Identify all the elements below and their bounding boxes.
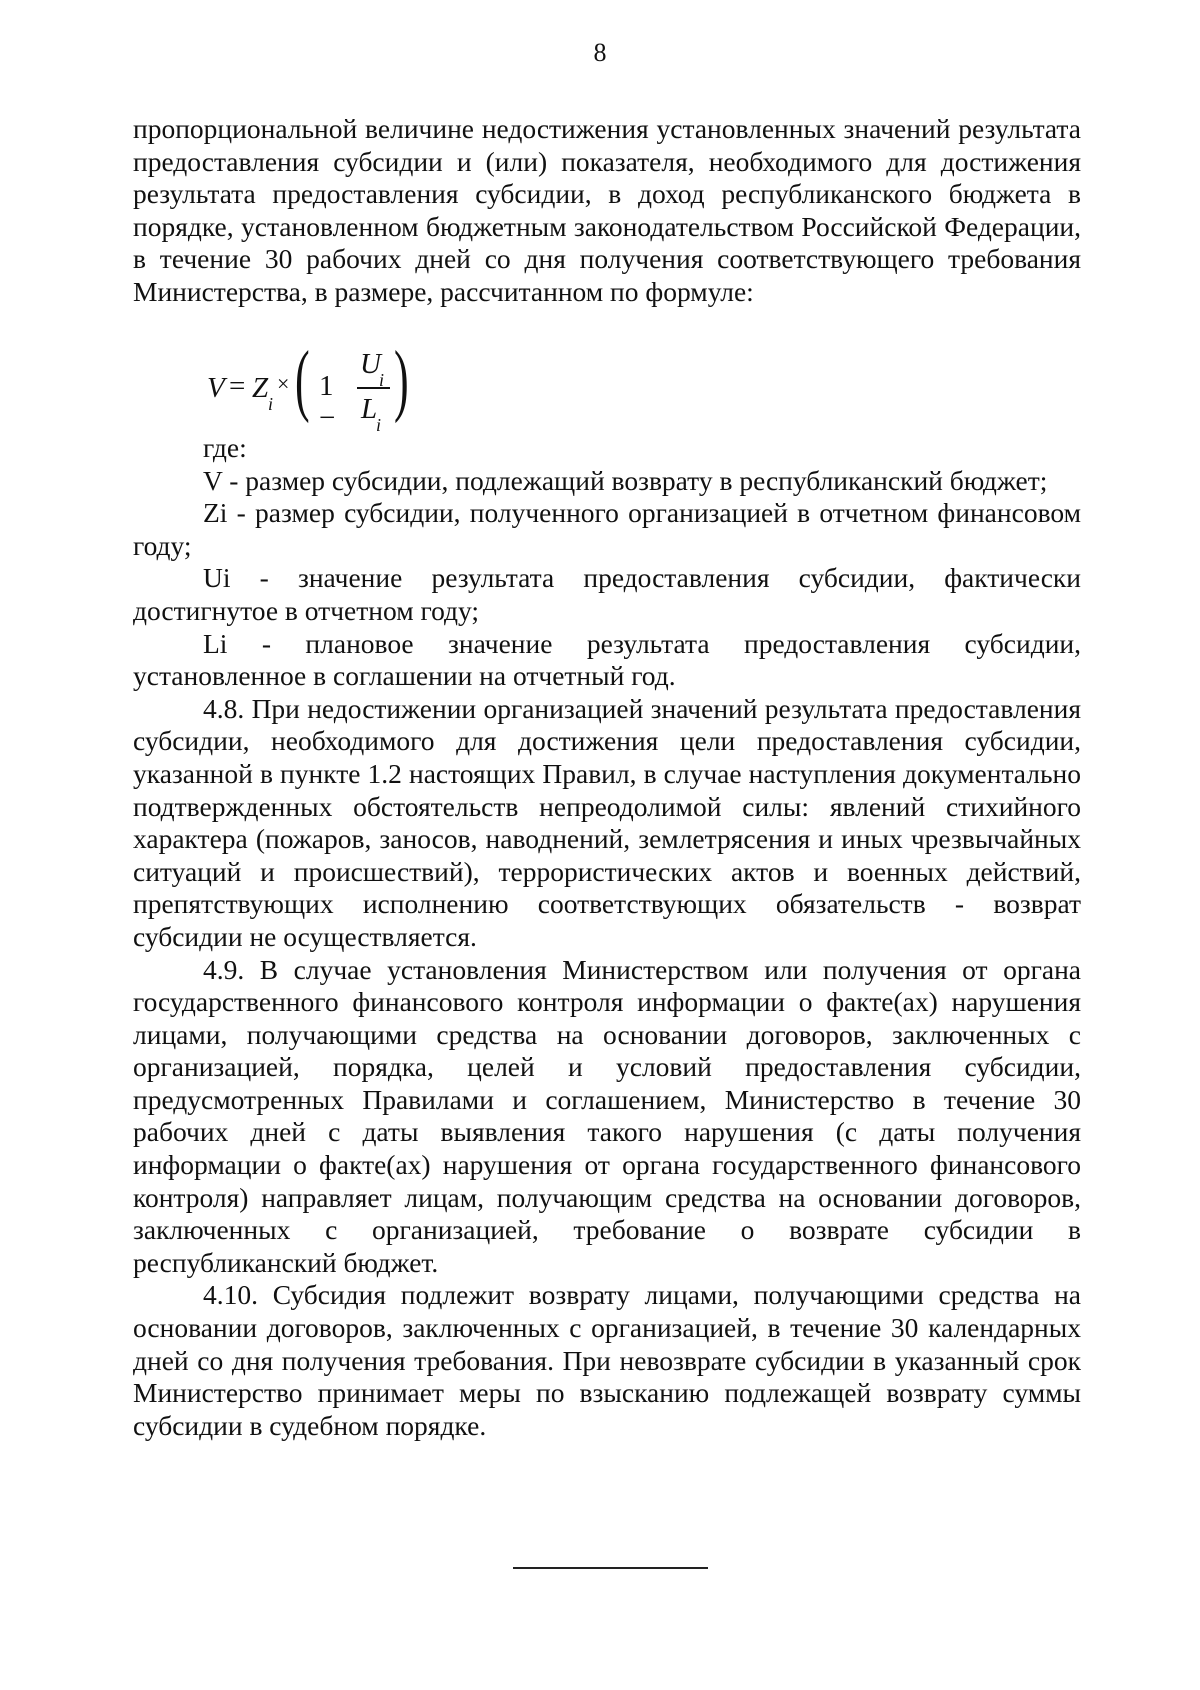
formula-lhs: V — [207, 372, 225, 404]
definition-zi: Zi - размер субсидии, полученного организацией в отчетном финансовом году; — [133, 497, 1081, 561]
intro-text-block — [133, 113, 1081, 309]
formula-times: × — [277, 371, 290, 396]
formula-denominator: L — [361, 393, 378, 425]
formula-numerator-sub: i — [379, 370, 385, 390]
definitions-and-clauses — [133, 432, 1081, 1442]
clause-4-10: 4.10. Субсидия подлежит возврату лицами, получающими средства на основании договоров, заключенных с организацией, в течение 30 календарных дней со дня получения требования. При невозврате субсидии в указанный срок Министерство принимает меры по взысканию подлежащей возврату суммы субсидии в судебном порядке. — [133, 1279, 1081, 1441]
formula-z: Z — [252, 372, 269, 404]
clause-4-9: 4.9. В случае установления Министерством или получения от органа государственного финансового контроля информации о факте(ах) нарушения лицами, получающими средства на основании договоров, заключенных с организацией, порядка, целей и условий предоставления субсидии, предусмотренных Правилами и соглашением, Министерство в течение 30 рабочих дней с даты выявления такого нарушения (с даты получения информации о факте(ах) нарушения от органа государственного финансового контроля) направляет лицам, получающим средства на основании договоров, заключенных с организацией, требование о возврате субсидии в республиканский бюджет. — [133, 953, 1081, 1278]
paragraph-intro: пропорциональной величине недостижения установленных значений результата предоставления субсидии и (или) показателя, необходимого для достижения результата предоставления субсидии, в доход республиканского бюджета в порядке, установленном бюджетным законодательством Российской Федерации, в течение 30 рабочих дней со дня получения соответствующего требования Министерства, в размере, рассчитанном по формуле: — [133, 113, 1081, 307]
clause-4-8: 4.8. При недостижении организацией значений результата предоставления субсидии, необходимого для достижения цели предоставления субсидии, указанной в пункте 1.2 настоящих Правил, в случае наступления документально подтвержденных обстоятельств непреодолимой силы: явлений стихийного характера (пожаров, заносов, наводнений, землетрясения и иных чрезвычайных ситуаций и происшествий), террористических актов и военных действий, препятствующих исполнению соответствующих обязательств - возврат субсидии не осуществляется. — [133, 692, 1081, 952]
formula-one-minus: 1 − — [319, 370, 336, 434]
definition-li: Li - плановое значение результата предоставления субсидии, установленное в соглашении на отчетный год. — [133, 627, 1081, 692]
formula-equals: = — [229, 370, 246, 402]
definition-v: V - размер субсидии, подлежащий возврату в республиканский бюджет; — [203, 464, 1048, 496]
paragraph-where: где: — [203, 432, 247, 463]
page-number: 8 — [593, 38, 607, 67]
right-paren-icon: ) — [394, 336, 409, 424]
formula-numerator: U — [360, 348, 381, 380]
fraction-bar — [357, 387, 390, 389]
left-paren-icon: ( — [295, 336, 310, 424]
formula-z-sub: i — [268, 394, 274, 414]
definition-ui: Ui - значение результата предоставления субсидии, фактически достигнутое в отчетном году; — [133, 562, 1081, 626]
formula-denominator-sub: i — [376, 415, 382, 435]
end-of-document-rule — [513, 1567, 708, 1569]
